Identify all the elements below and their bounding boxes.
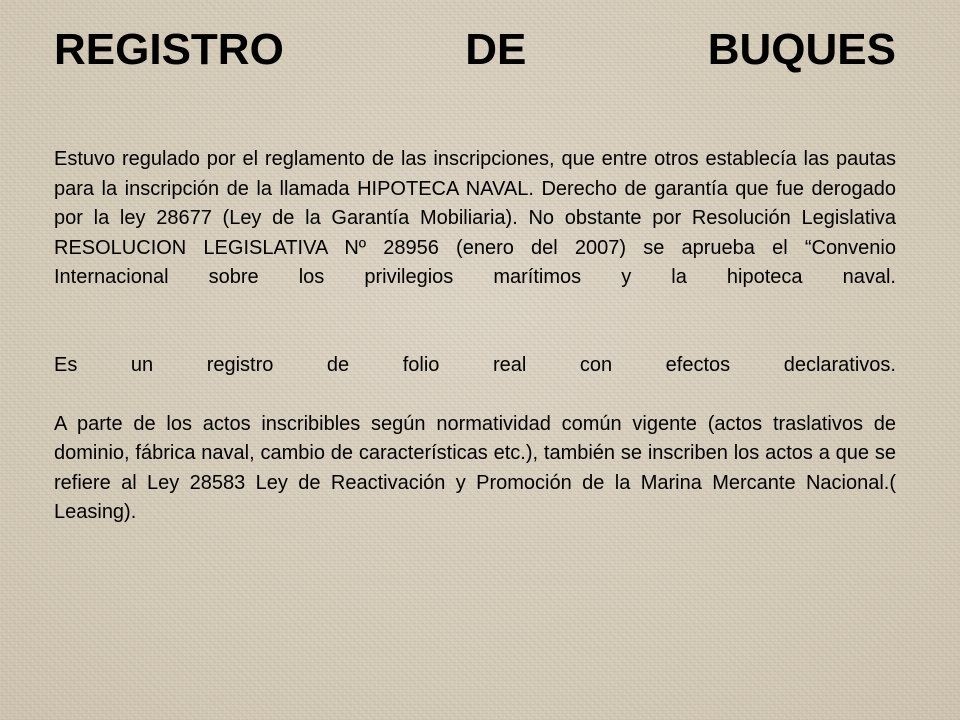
slide-title — [54, 24, 896, 76]
title-word-1: REGISTRO — [54, 25, 284, 74]
title-word-2: DE — [465, 25, 527, 74]
slide-content — [54, 24, 896, 528]
paragraph-hipoteca-naval: Estuvo regulado por el reglamento de las inscripciones, que entre otros establecía las pautas para la inscripción de la llamada HIPOTECA NAVAL. Derecho de garantía que fue derogado por la ley 28677 (Ley de la Garantía Mobiliaria). No obstante por Resolución Legislativa RESOLUCION LEGISLATIVA Nº 28956 (enero del 2007) se aprueba el “Convenio Internacional sobre los privilegios marítimos y la hipoteca naval. — [54, 148, 896, 288]
title-word-3: BUQUES — [707, 25, 896, 74]
paragraph-folio-real: Es un registro de folio real con efectos declarativos. — [54, 353, 896, 376]
paragraph-actos-inscribibles: A parte de los actos inscribibles según normatividad común vigente (actos traslativos de dominio, fábrica naval, cambio de características etc.), también se inscriben los actos a que se refiere al Ley 28583 Ley de Reactivación y Promoción de la Marina Mercante Nacional.( Leasing). — [54, 412, 896, 523]
